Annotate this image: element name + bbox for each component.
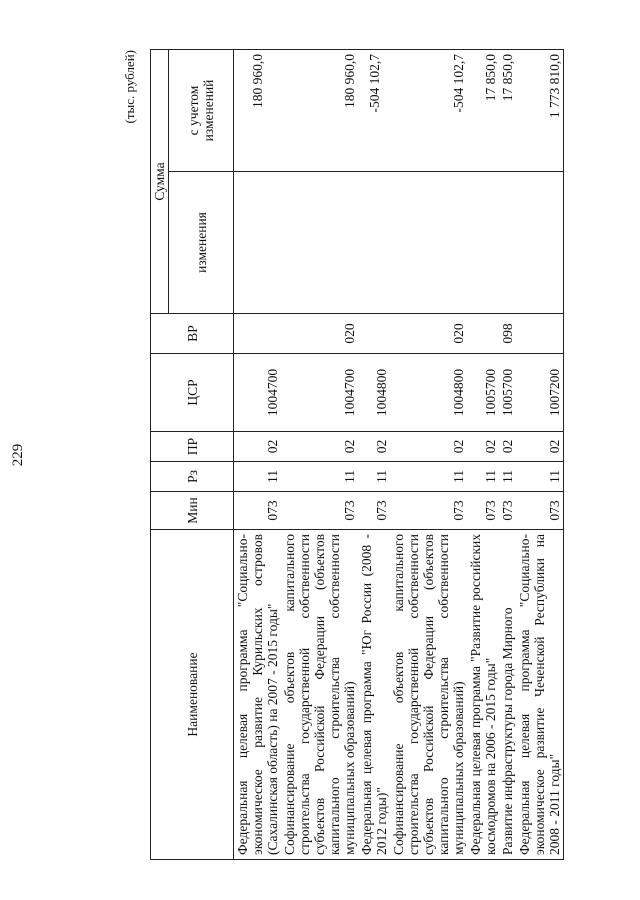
row-csr: 1004700 — [234, 354, 282, 432]
row-pr: 02 — [499, 432, 516, 462]
row-name: Софинансирование объектов капитального строительства государственной собственности субъектов Российской Федерации (объектов капитального строительства собственности муниципальных образований) — [390, 530, 467, 860]
row-rz: 11 — [467, 462, 499, 492]
row-csr: 1007200 — [516, 354, 564, 432]
row-vr — [516, 314, 564, 354]
row-vr: 098 — [499, 314, 516, 354]
header-with-changes: с учетом изменений — [169, 49, 234, 171]
table-row — [499, 49, 516, 859]
row-name: Федеральная целевая программа "Социально-экономическое развитие Курильских островов (Сахалинская область) на 2007 - 2015 годы" — [234, 530, 282, 860]
budget-table — [150, 49, 564, 860]
row-pr: 02 — [390, 432, 467, 462]
row-vr — [358, 314, 390, 354]
header-name: Наименование — [151, 530, 234, 860]
page-number: 229 — [10, 443, 26, 467]
rotated-page — [10, 50, 620, 860]
row-rz: 11 — [358, 462, 390, 492]
row-csr: 1004800 — [358, 354, 390, 432]
row-with-changes: 17 850,0 — [467, 49, 499, 171]
row-name: Федеральная целевая программа "Развитие российских космодромов на 2006 - 2015 годы" — [467, 530, 499, 860]
row-rz: 11 — [281, 462, 358, 492]
row-pr: 02 — [358, 432, 390, 462]
table-header — [151, 49, 234, 859]
row-min: 073 — [281, 492, 358, 530]
row-with-changes: -504 102,7 — [390, 49, 467, 171]
row-changes — [281, 172, 358, 314]
row-changes — [234, 172, 282, 314]
row-with-changes: 180 960,0 — [281, 49, 358, 171]
row-csr: 1005700 — [499, 354, 516, 432]
row-changes — [358, 172, 390, 314]
table-row — [467, 49, 499, 859]
row-csr: 1004800 — [390, 354, 467, 432]
header-sum: Сумма — [151, 49, 169, 313]
row-name: Федеральная целевая программа "Юг России (2008 - 2012 годы)" — [358, 530, 390, 860]
row-name: Федеральная целевая программа "Социально-экономическое развитие Чеченской Республики на 2008 - 2011 годы" — [516, 530, 564, 860]
row-pr: 02 — [281, 432, 358, 462]
row-with-changes: 17 850,0 — [499, 49, 516, 171]
row-pr: 02 — [516, 432, 564, 462]
header-vr: ВР — [151, 314, 234, 354]
row-vr — [234, 314, 282, 354]
header-min: Мин — [151, 492, 234, 530]
row-rz: 11 — [499, 462, 516, 492]
table-row — [234, 49, 282, 859]
row-changes — [467, 172, 499, 314]
table-row — [390, 49, 467, 859]
row-csr: 1005700 — [467, 354, 499, 432]
row-min: 073 — [499, 492, 516, 530]
row-changes — [499, 172, 516, 314]
header-changes: изменения — [169, 172, 234, 314]
row-name: Развитие инфраструктуры города Мирного — [499, 530, 516, 860]
row-min: 073 — [358, 492, 390, 530]
row-rz: 11 — [516, 462, 564, 492]
row-vr — [467, 314, 499, 354]
row-with-changes: -504 102,7 — [358, 49, 390, 171]
row-with-changes: 1 773 810,0 — [516, 49, 564, 171]
header-pr: ПР — [151, 432, 234, 462]
row-with-changes: 180 960,0 — [234, 49, 282, 171]
header-rz: Рз — [151, 462, 234, 492]
units-label: (тыс. рублей) — [122, 50, 137, 124]
row-min: 073 — [516, 492, 564, 530]
row-min: 073 — [234, 492, 282, 530]
table-row — [281, 49, 358, 859]
row-name: Софинансирование объектов капитального строительства государственной собственности субъектов Российской Федерации (объектов капитального строительства собственности муниципальных образований) — [281, 530, 358, 860]
row-vr: 020 — [390, 314, 467, 354]
table-row — [358, 49, 390, 859]
row-csr: 1004700 — [281, 354, 358, 432]
row-min: 073 — [390, 492, 467, 530]
header-csr: ЦСР — [151, 354, 234, 432]
row-min: 073 — [467, 492, 499, 530]
row-rz: 11 — [234, 462, 282, 492]
table-row — [516, 49, 564, 859]
row-pr: 02 — [467, 432, 499, 462]
row-pr: 02 — [234, 432, 282, 462]
row-vr: 020 — [281, 314, 358, 354]
row-rz: 11 — [390, 462, 467, 492]
row-changes — [516, 172, 564, 314]
row-changes — [390, 172, 467, 314]
